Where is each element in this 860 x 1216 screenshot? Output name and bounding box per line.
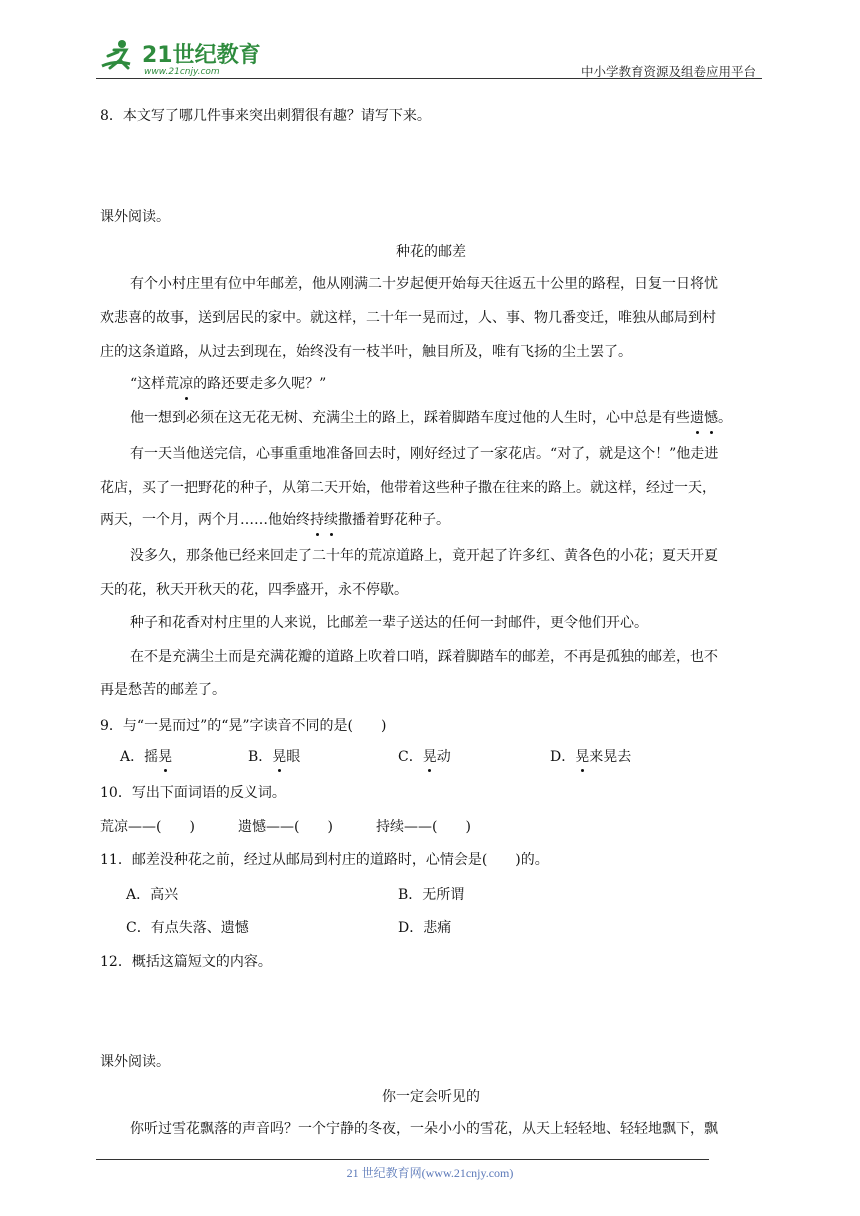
paragraph-line: 天的花，秋天开秋天的花，四季盛开，永不停歇。 bbox=[100, 582, 408, 598]
text-span: 眼 bbox=[286, 749, 301, 765]
option-a bbox=[120, 746, 172, 766]
text-span: 摇 bbox=[144, 749, 159, 765]
option-d bbox=[550, 746, 631, 766]
section-label: 课外阅读。 bbox=[100, 1054, 170, 1070]
dotted-char: 凉 bbox=[179, 376, 194, 392]
text-span: 。 bbox=[718, 410, 732, 426]
site-name: 中小学教育资源及组卷应用平台 bbox=[580, 64, 756, 79]
antonym-item: 持续——( ) bbox=[376, 819, 471, 835]
section-label: 课外阅读。 bbox=[100, 209, 170, 225]
text-span: “这样 bbox=[130, 376, 166, 392]
header-divider bbox=[96, 78, 762, 79]
text-span: 的路还要走多久呢？” bbox=[193, 376, 327, 392]
paragraph-line bbox=[130, 374, 326, 394]
site-logo bbox=[96, 38, 266, 78]
question-12: 12．概括这篇短文的内容。 bbox=[100, 954, 272, 970]
paragraph-line: 有个小村庄里有位中年邮差，他从刚满二十岁起便开始每天往返五十公里的路程，日复一日将忧 bbox=[130, 276, 718, 292]
option-c: C．有点失落、遗憾 bbox=[126, 920, 249, 936]
option-b: B．无所谓 bbox=[398, 887, 465, 903]
option-letter: C． bbox=[398, 749, 423, 765]
paragraph-line: 没多久，那条他已经来回走了二十年的荒凉道路上，竟开起了许多红、黄各色的小花；夏天开夏 bbox=[130, 548, 718, 564]
paragraph-line bbox=[100, 510, 450, 530]
antonym-item: 荒凉——( ) bbox=[100, 819, 195, 835]
paragraph-line: 再是愁苦的邮差了。 bbox=[100, 682, 226, 698]
paragraph-line: 有一天当他送完信，心事重重地准备回去时，刚好经过了一家花店。“对了，就是这个！”他走进 bbox=[130, 446, 719, 462]
antonym-item: 遗憾——( ) bbox=[238, 819, 333, 835]
paragraph-line: 在不是充满尘土而是充满花瓣的道路上吹着口哨，踩着脚踏车的邮差，不再是孤独的邮差，也不 bbox=[130, 649, 718, 665]
question-11-stem: 11．邮差没种花之前，经过从邮局到村庄的道路时，心情会是( )的。 bbox=[100, 852, 549, 868]
paragraph-line: 庄的这条道路，从过去到现在，始终没有一枝半叶，触目所及，唯有飞扬的尘土罢了。 bbox=[100, 344, 632, 360]
dotted-char: 遗 bbox=[690, 410, 704, 426]
option-letter: B． bbox=[248, 749, 273, 765]
dotted-char: 晃 bbox=[158, 746, 172, 766]
text-span: 动 bbox=[436, 749, 451, 765]
paragraph-line: 种子和花香对村庄里的人来说，比邮差一辈子送达的任何一封邮件，更令他们开心。 bbox=[130, 615, 648, 631]
text-span: 来晃去 bbox=[589, 749, 632, 765]
dotted-char: 持 bbox=[310, 512, 324, 528]
dotted-char: 晃 bbox=[272, 746, 286, 766]
option-c bbox=[398, 746, 451, 766]
paragraph-line: 花店，买了一把野花的种子，从第二天开始，他带着这些种子撒在往来的路上。就这样，经过一天， bbox=[100, 480, 716, 496]
logo-text: 21世纪教育 bbox=[142, 43, 261, 68]
question-9-stem: 9．与“一晃而过”的“晃”字读音不同的是( ) bbox=[100, 718, 387, 734]
question-8: 8．本文写了哪几件事来突出刺猬很有趣？请写下来。 bbox=[100, 108, 431, 124]
option-d: D．悲痛 bbox=[398, 920, 452, 936]
dotted-char: 憾 bbox=[704, 410, 718, 426]
option-a: A．高兴 bbox=[126, 887, 179, 903]
passage-title: 你一定会听见的 bbox=[382, 1089, 480, 1105]
option-b bbox=[248, 746, 300, 766]
dotted-char: 续 bbox=[324, 512, 338, 528]
option-letter: D． bbox=[550, 749, 576, 765]
logo-url: www.21cnjy.com bbox=[144, 67, 220, 77]
question-10-stem: 10．写出下面词语的反义词。 bbox=[100, 785, 286, 801]
text-span: 两天，一个月，两个月……他始终 bbox=[100, 512, 310, 528]
runner-logo-icon bbox=[96, 38, 266, 78]
footer-divider bbox=[96, 1159, 709, 1160]
paragraph-line: 欢悲喜的故事，送到居民的家中。就这样，二十年一晃而过，人、事、物几番变迁，唯独从邮局到村 bbox=[100, 310, 716, 326]
passage-title: 种花的邮差 bbox=[396, 244, 466, 260]
footer-text: 21 世纪教育网(www.21cnjy.com) bbox=[346, 1166, 514, 1180]
text-span: 荒 bbox=[165, 376, 180, 392]
paragraph-line bbox=[130, 408, 732, 428]
dotted-char: 晃 bbox=[575, 746, 589, 766]
paragraph-line: 你听过雪花飘落的声音吗？一个宁静的冬夜，一朵小小的雪花，从天上轻轻地、轻轻地飘下，飘 bbox=[130, 1121, 718, 1137]
dotted-char: 晃 bbox=[423, 746, 437, 766]
option-letter: A． bbox=[120, 749, 145, 765]
text-span: 撒播着野花种子。 bbox=[338, 512, 450, 528]
text-span: 他一想到必须在这无花无树、充满尘土的路上，踩着脚踏车度过他的人生时，心中总是有些 bbox=[130, 410, 690, 426]
